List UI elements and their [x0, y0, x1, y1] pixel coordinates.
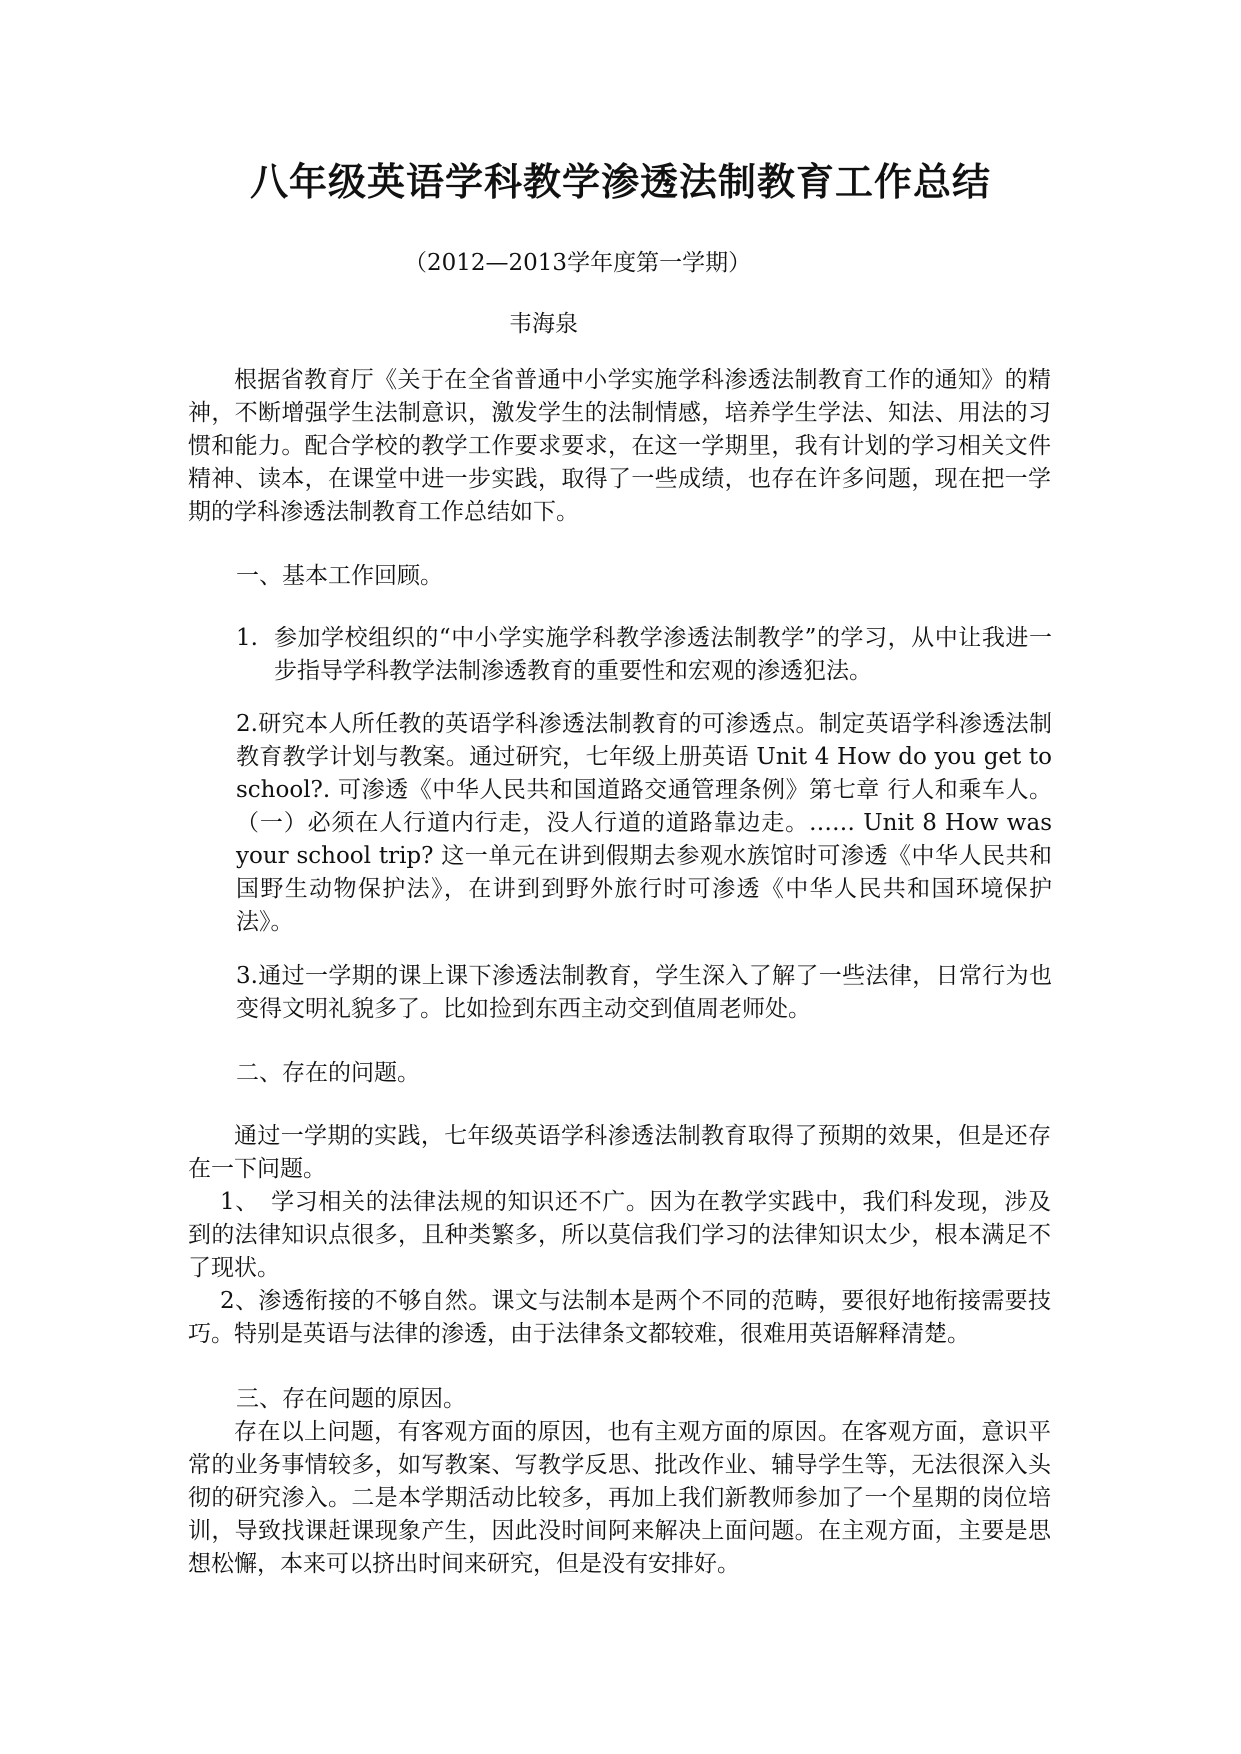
section2-intro: 通过一学期的实践，七年级英语学科渗透法制教育取得了预期的效果，但是还存在一下问题。 [188, 1123, 1051, 1182]
section2-point-2: 2、渗透衔接的不够自然。课文与法制本是两个不同的范畴，要很好地衔接需要技巧。特别是英语与法律的渗透，由于法律条文都较难，很难用英语解释清楚。 [188, 1288, 1051, 1347]
document-subtitle: （2012—2013学年度第一学期） [404, 250, 752, 276]
section3-heading: 三、存在问题的原因。 [236, 1386, 466, 1412]
intro-paragraph: 根据省教育厅《关于在全省普通中小学实施学科渗透法制教育工作的通知》的精神，不断增强学生法制意识，激发学生的法制情感，培养学生学法、知法、用法的习惯和能力。配合学校的教学工作要求要求，在这一学期里，我有计划的学习相关文件精神、读本，在课堂中进一步实践，取得了一些成绩，也存在许多问题，现在把一学期的学科渗透法制教育工作总结如下。 [188, 367, 1051, 525]
section1-item-3: 3.通过一学期的课上课下渗透法制教育，学生深入了解了一些法律，日常行为也变得文明礼貌多了。比如捡到东西主动交到值周老师处。 [236, 963, 1052, 1022]
section1-list [236, 622, 1052, 688]
section3-body: 存在以上问题，有客观方面的原因，也有主观方面的原因。在客观方面，意识平常的业务事情较多，如写教案、写教学反思、批改作业、辅导学生等，无法很深入头彻的研究渗入。二是本学期活动比较多，再加上我们新教师参加了一个星期的岗位培训，导致找课赶课现象产生，因此没时间阿来解决上面问题。在主观方面，主要是思想松懈，本来可以挤出时间来研究，但是没有安排好。 [188, 1419, 1051, 1577]
document-author: 韦海泉 [509, 311, 578, 337]
section1-heading: 一、基本工作回顾。 [236, 563, 443, 589]
section1-item-1 [236, 622, 1052, 688]
section1-item-2: 2.研究本人所任教的英语学科渗透法制教育的可渗透点。制定英语学科渗透法制教育教学计划与教案。通过研究，七年级上册英语 Unit 4 How do you get to school?. 可渗透《中华人民共和国道路交通管理条例》第七章 行人和乘车人。（一）必须在人行道内行走，没人行道的道路靠边走。…… Unit 8 How was your school trip? 这一单元在讲到假期去参观水族馆时可渗透《中华人民共和国野生动物保护法》，在讲到到野外旅行时可渗透《中华人民共和国环境保护法》。 [236, 711, 1052, 935]
document-title: 八年级英语学科教学渗透法制教育工作总结 [249, 159, 991, 204]
section2-point-1: 1、 学习相关的法律法规的知识还不广。因为在教学实践中，我们科发现，涉及到的法律知识点很多，且种类繁多，所以莫信我们学习的法律知识太少，根本满足不了现状。 [188, 1189, 1051, 1281]
section2-heading: 二、存在的问题。 [236, 1060, 420, 1086]
section1-item-1-text: 参加学校组织的“中小学实施学科教学渗透法制教学”的学习，从中让我进一步指导学科教学法制渗透教育的重要性和宏观的渗透犯法。 [274, 625, 1052, 684]
section1-item-1-number: 1. [236, 625, 258, 651]
